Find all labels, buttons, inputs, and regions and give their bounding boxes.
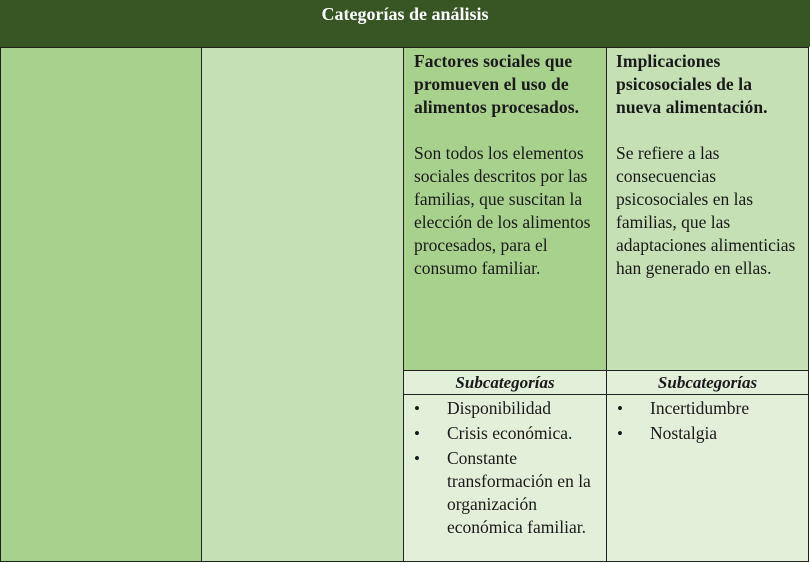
category-description: Son todos los elementos sociales descritos por las familias, que suscitan la elección de los alimentos procesados, para el consumo familiar. — [414, 143, 591, 278]
subcategories-label: Subcategorías — [657, 373, 758, 392]
list-item — [607, 422, 808, 445]
category-cell-implicaciones — [606, 47, 809, 371]
list-item — [404, 447, 606, 539]
subcategories-list-implicaciones — [606, 394, 809, 562]
bullet-icon: • — [414, 399, 420, 418]
subcategory-text: Constante transformación en la organización económica familiar. — [447, 448, 591, 537]
empty-column-2 — [201, 47, 404, 562]
empty-column-1 — [0, 47, 202, 562]
list-item — [607, 397, 808, 420]
subcategories-list-factores — [403, 394, 607, 562]
subcategory-text: Disponibilidad — [447, 398, 552, 418]
subcategory-text: Crisis económica. — [447, 423, 573, 443]
bullet-icon: • — [414, 424, 420, 443]
subcategories-header-implicaciones — [606, 370, 809, 395]
bullet-icon: • — [617, 424, 623, 443]
category-title: Factores sociales que promueven el uso de alimentos procesados. — [414, 51, 580, 117]
subcategory-text: Incertidumbre — [650, 398, 750, 418]
subcategory-text: Nostalgia — [650, 423, 718, 443]
bullet-icon: • — [414, 449, 420, 468]
bullet-icon: • — [617, 399, 623, 418]
category-description: Se refiere a las consecuencias psicosociales en las familias, que las adaptaciones alimenticias han generado en ellas. — [616, 143, 796, 278]
subcategories-label: Subcategorías — [455, 373, 555, 392]
category-title: Implicaciones psicosociales de la nueva alimentación. — [616, 51, 768, 117]
category-cell-factores — [403, 47, 607, 371]
list-item — [404, 397, 606, 420]
list-item — [404, 422, 606, 445]
table-title: Categorías de análisis — [321, 4, 489, 24]
subcategories-header-factores — [403, 370, 607, 395]
table-header — [0, 0, 810, 47]
